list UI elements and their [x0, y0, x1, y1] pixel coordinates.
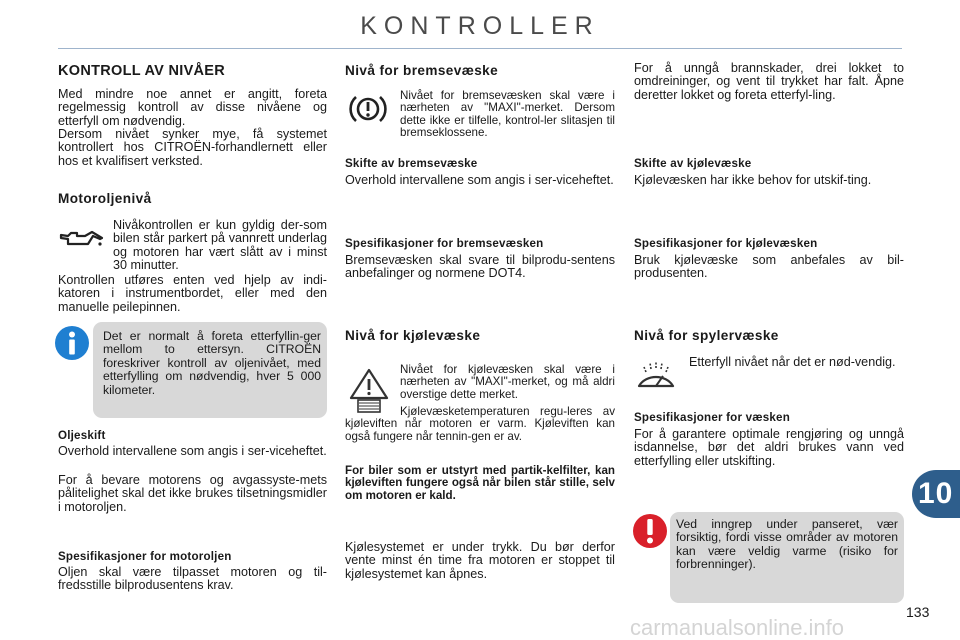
oil-change-text-1: Overhold intervallene som angis i ser-viceheftet. — [58, 444, 327, 458]
warning-icon — [632, 513, 668, 549]
brake-fluid-text: Nivået for bremsevæsken skal være i nærheten av "MAXI"-merket. Dersom dette ikke er tilfelle, kontrol-ler slitasjen til bremseklossene. — [400, 89, 615, 140]
info-box-text: Det er normalt å foreta etterfyllin-ger mellom to ettersyn. CITROËN foreskriver kontroll av oljenivået, med etterfylling om nødvendig, hver 5 000 kilometer. — [103, 329, 321, 397]
chapter-number: 10 — [918, 477, 954, 510]
coolant-spec-text: Bruk kjølevæske som anbefales av bil-produsenten. — [634, 253, 904, 281]
oil-level-heading: Motoroljenivå — [58, 191, 152, 206]
section-heading-levels: KONTROLL AV NIVÅER — [58, 63, 226, 79]
title-divider — [58, 48, 902, 49]
info-icon — [54, 325, 90, 361]
watermark: carmanualsonline.info — [630, 615, 845, 640]
oil-can-icon — [58, 227, 104, 253]
coolant-change-text: Kjølevæsken har ikke behov for utskif-ting. — [634, 173, 872, 187]
oil-change-text-2: For å bevare motorens og avgassyste-mets pålitelighet skal det ikke brukes tilsetningsmidler i motoroljen. — [58, 473, 327, 514]
oil-level-text: Nivåkontrollen er kun gyldig der-som bilen står parkert på vannrett underlag og motoren har vært slått av i minst 30 minutter. — [113, 218, 327, 273]
intro-paragraph-1: Med mindre noe annet er angitt, foreta regelmessig kontroll av disse nivåene og etterfyll om nødvendig. — [58, 87, 327, 128]
oil-change-heading: Oljeskift — [58, 429, 106, 442]
warning-box-text: Ved inngrep under panseret, vær forsiktig, fordi visse områder av motoren kan være veldig varme (risiko for forbrenninger). — [676, 517, 898, 572]
oil-spec-heading: Spesifikasjoner for motoroljen — [58, 550, 232, 563]
brake-change-heading: Skifte av bremsevæske — [345, 157, 478, 170]
windscreen-washer-icon — [636, 358, 676, 392]
page-number: 133 — [906, 604, 930, 620]
coolant-spec-heading: Spesifikasjoner for kjølevæsken — [634, 237, 818, 250]
washer-fluid-text: Etterfyll nivået når det er nød-vendig. — [689, 355, 896, 369]
coolant-bold-note: For biler som er utstyrt med partik-kelfilter, kan kjøleviften fungere også når bilen står stille, selv om motoren er kald. — [345, 464, 615, 502]
brake-warning-icon — [349, 92, 387, 126]
brake-spec-heading: Spesifikasjoner for bremsevæsken — [345, 237, 544, 250]
oil-spec-text: Oljen skal være tilpasset motoren og til-fredsstille bilprodusentens krav. — [58, 565, 327, 593]
brake-change-text: Overhold intervallene som angis i ser-viceheftet. — [345, 173, 614, 187]
brake-spec-text: Bremsevæsken skal svare til bilprodu-sentens anbefalinger og normene DOT4. — [345, 253, 615, 281]
washer-spec-text: For å garantere optimale rengjøring og unngå isdannelse, bør det aldri brukes vann ved etterfylling eller utskifting. — [634, 427, 904, 468]
page-title: KONTROLLER — [360, 12, 600, 40]
burn-warning-text: For å unngå brannskader, drei lokket to omdreininger, og vent til trykket har falt. Åpne deretter lokket og foreta etterfyl-ling. — [634, 61, 904, 102]
oil-level-text-2: Kontrollen utføres enten ved hjelp av indi-katoren i instrumentbordet, eller med den manuelle peilepinnen. — [58, 273, 327, 314]
coolant-heading: Nivå for kjølevæske — [345, 328, 481, 343]
brake-fluid-heading: Nivå for bremsevæske — [345, 63, 499, 78]
washer-fluid-heading: Nivå for spylervæske — [634, 328, 779, 343]
coolant-pressure-text: Kjølesystemet er under trykk. Du bør derfor vente minst én time fra motoren er stoppet til kjølesystemet kan åpnes. — [345, 540, 615, 581]
coolant-text-2: Kjølevæsketemperaturen regu-leres av kjøleviften når motoren er varm. Kjøleviften kan også fungere når tennin-gen er av. — [345, 405, 615, 443]
intro-paragraph-2: Dersom nivået synker mye, få systemet kontrollert hos CITROËN-forhandlernett eller hos et kvalifisert verksted. — [58, 127, 327, 168]
coolant-change-heading: Skifte av kjølevæske — [634, 157, 752, 170]
coolant-text-1: Nivået for kjølevæsken skal være i nærheten av "MAXI"-merket, og må aldri overstige dette merket. — [400, 363, 615, 401]
chapter-tab — [912, 470, 960, 518]
washer-spec-heading: Spesifikasjoner for væsken — [634, 411, 790, 424]
